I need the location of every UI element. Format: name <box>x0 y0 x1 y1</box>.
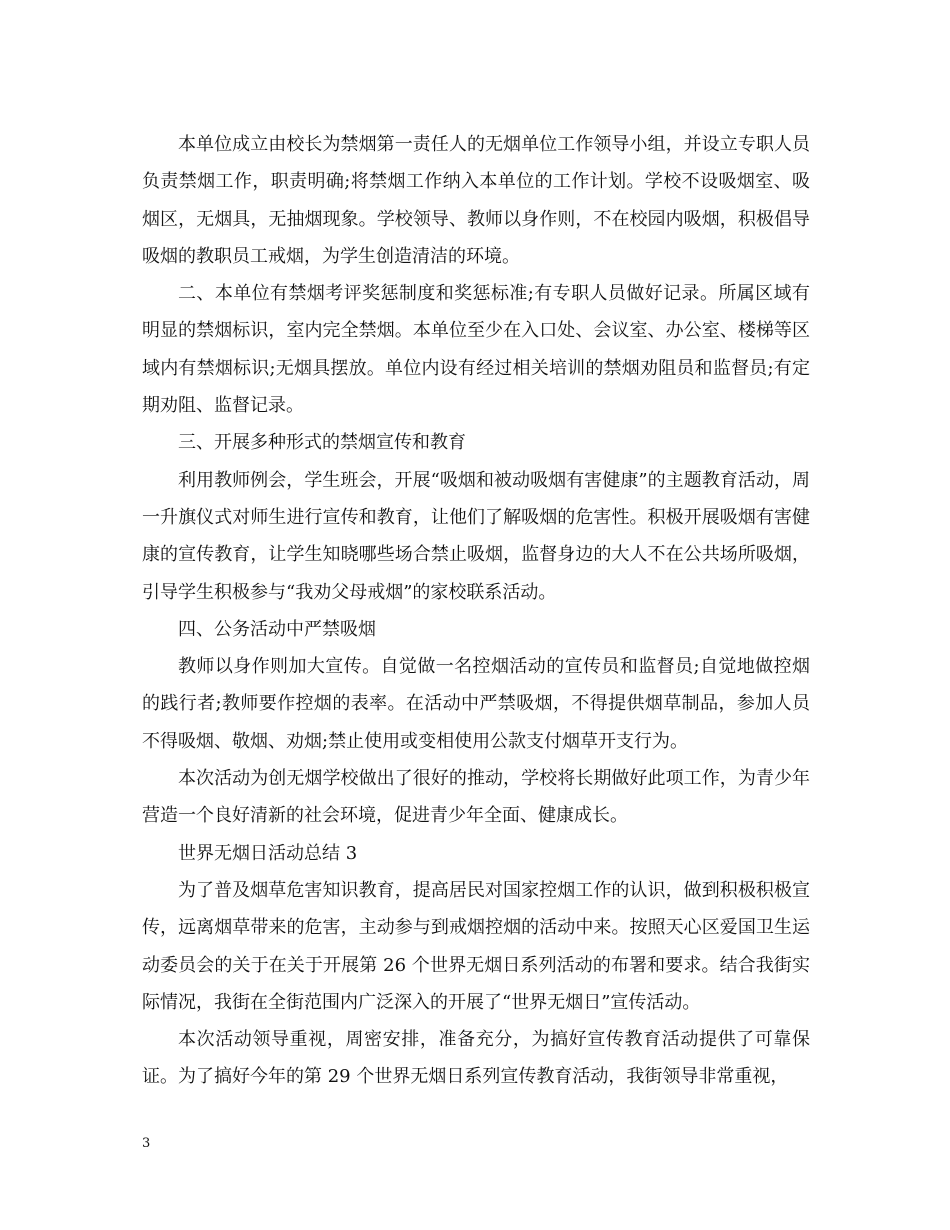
paragraph-2: 二、本单位有禁烟考评奖惩制度和奖惩标准;有专职人员做好记录。所属区域有明显的禁烟标识，室内完全禁烟。本单位至少在入口处、会议室、办公室、楼梯等区域内有禁烟标识;无烟具摆放。单位内设有经过相关培训的禁烟劝阻员和监督员;有定期劝阻、监督记录。 <box>142 283 810 417</box>
paragraph-9: 为了普及烟草危害知识教育，提高居民对国家控烟工作的认识，做到积极积极宣传，远离烟草带来的危害，主动参与到戒烟控烟的活动中来。按照天心区爱国卫生运动委员会的关于在关于开展第 26 个世界无烟日系列活动的布署和要求。结合我街实际情况，我街在全街范围内广泛深入的开展了“世界无烟日”宣传活动。 <box>142 879 810 1013</box>
section-heading-4: 四、公务活动中严禁吸烟 <box>178 618 376 640</box>
paragraph-7: 本次活动为创无烟学校做出了很好的推动，学校将长期做好此项工作，为青少年营造一个良好清新的社会环境，促进青少年全面、健康成长。 <box>142 768 810 827</box>
subtitle-summary-3: 世界无烟日活动总结 3 <box>178 842 358 864</box>
paragraph-1: 本单位成立由校长为禁烟第一责任人的无烟单位工作领导小组，并设立专职人员负责禁烟工作，职责明确;将禁烟工作纳入本单位的工作计划。学校不设吸烟室、吸烟区，无烟具，无抽烟现象。学校领导、教师以身作则，不在校园内吸烟，积极倡导吸烟的教职员工戒烟，为学生创造清洁的环境。 <box>142 134 810 267</box>
page-number: 3 <box>142 1136 151 1151</box>
paragraph-6: 教师以身作则加大宣传。自觉做一名控烟活动的宣传员和监督员;自觉地做控烟的践行者;教师要作控烟的表率。在活动中严禁吸烟，不得提供烟草制品，参加人员不得吸烟、敬烟、劝烟;禁止使用或变相使用公款支付烟草开支行为。 <box>142 656 810 752</box>
paragraph-4: 利用教师例会，学生班会，开展“吸烟和被动吸烟有害健康”的主题教育活动，周一升旗仪式对师生进行宣传和教育，让他们了解吸烟的危害性。积极开展吸烟有害健康的宣传教育，让学生知晓哪些场合禁止吸烟，监督身边的大人不在公共场所吸烟，引导学生积极参与“我劝父母戒烟”的家校联系活动。 <box>142 469 810 603</box>
document-body <box>142 126 810 1096</box>
paragraph-10: 本次活动领导重视，周密安排，准备充分，为搞好宣传教育活动提供了可靠保证。为了搞好今年的第 29 个世界无烟日系列宣传教育活动，我街领导非常重视， <box>142 1029 810 1088</box>
section-heading-3: 三、开展多种形式的禁烟宣传和教育 <box>178 432 466 454</box>
